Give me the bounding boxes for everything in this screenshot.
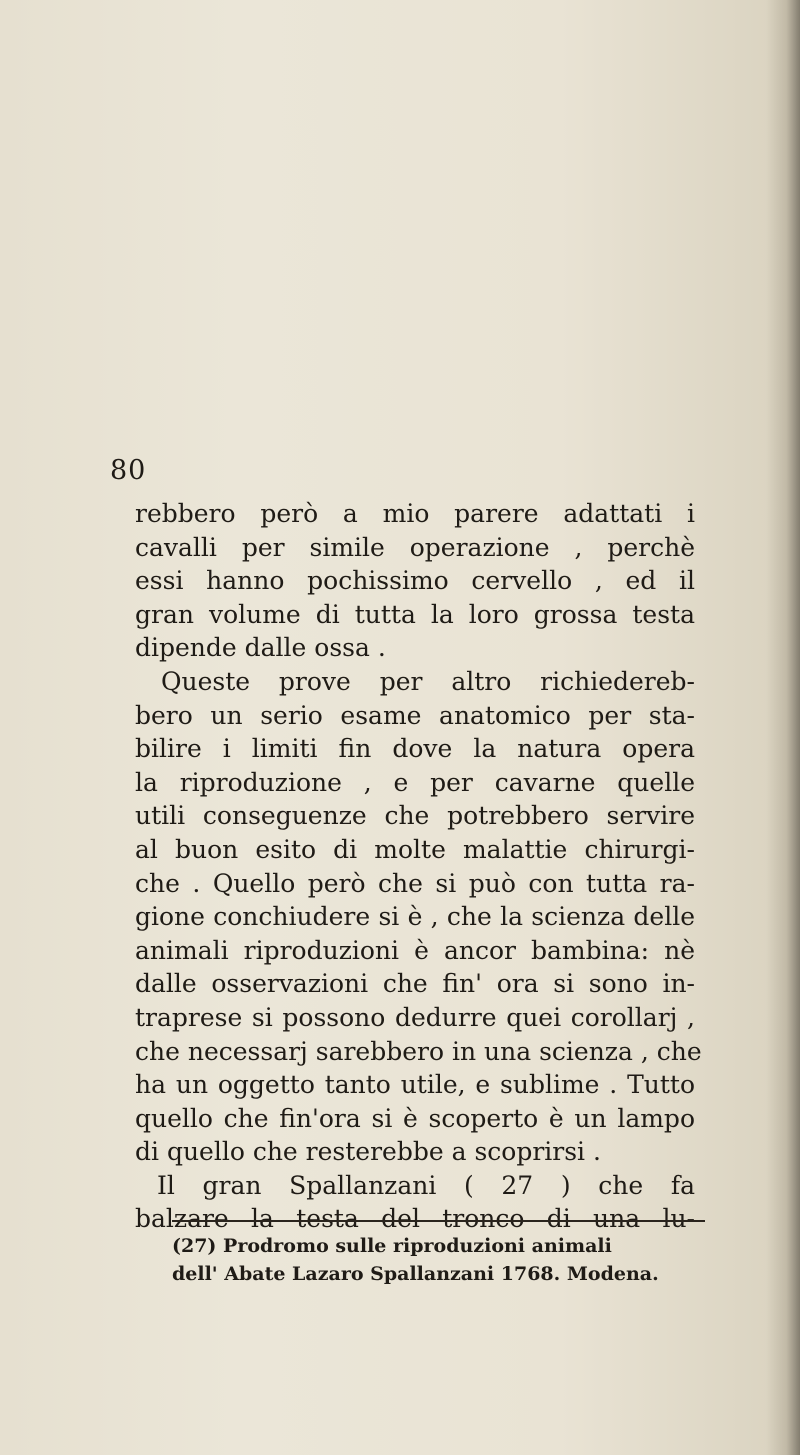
text-line: gione conchiudere si è , che la scienza delle <box>135 902 695 932</box>
text-line: gran volume di tutta la loro grossa testa <box>135 599 695 629</box>
page-edge-shadow <box>766 0 800 1455</box>
text-line: quello che fin'ora si è scoperto è un lampo <box>135 1103 695 1133</box>
text-line: al buon esito di molte malattie chirurgi- <box>135 834 695 864</box>
footnote-line: dell' Abate Lazaro Spallanzani 1768. Modena. <box>172 1263 659 1285</box>
text-line: che . Quello però che si può con tutta ra- <box>135 868 695 898</box>
footnote-divider <box>172 1220 705 1222</box>
text-line: Il gran Spallanzani ( 27 ) che fa <box>157 1170 695 1200</box>
text-line: animali riproduzioni è ancor bambina: nè <box>135 935 695 965</box>
text-line: dalle osservazioni che fin' ora si sono in- <box>135 969 695 999</box>
text-line: utili conseguenze che potrebbero servire <box>135 801 695 831</box>
text-line: cavalli per simile operazione , perchè <box>135 532 695 562</box>
text-line: dipende dalle ossa . <box>135 633 386 663</box>
text-line: essi hanno pochissimo cervello , ed il <box>135 566 695 596</box>
footnote-line: (27) Prodromo sulle riproduzioni animali <box>172 1235 612 1257</box>
text-line: traprese si possono dedurre quei corollarj , <box>135 1002 695 1032</box>
text-line: la riproduzione , e per cavarne quelle <box>135 767 695 797</box>
footnote <box>172 1232 702 1288</box>
text-line: balzare la testa del tronco di una lu- <box>135 1204 695 1234</box>
text-line: ha un oggetto tanto utile, e sublime . Tutto <box>135 1070 695 1100</box>
text-line: bilire i limiti fin dove la natura opera <box>135 734 695 764</box>
body-text <box>135 497 702 1236</box>
text-line: che necessarj sarebbero in una scienza , che <box>135 1036 702 1066</box>
text-line: bero un serio esame anatomico per sta- <box>135 700 695 730</box>
page-number: 80 <box>110 455 147 486</box>
text-line: rebbero però a mio parere adattati i <box>135 499 695 528</box>
text-line: di quello che resterebbe a scoprirsi . <box>135 1137 601 1167</box>
text-line: Queste prove per altro richiedereb- <box>161 666 695 696</box>
